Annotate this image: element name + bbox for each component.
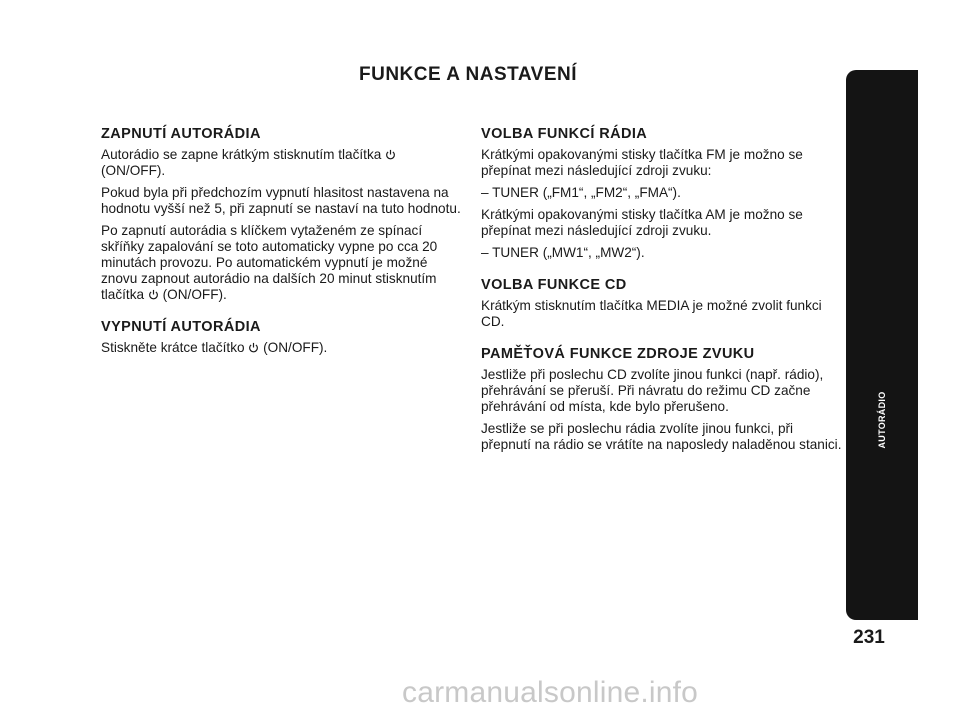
power-icon	[248, 342, 259, 353]
section-heading-zapnuti: ZAPNUTÍ AUTORÁDIA	[101, 126, 261, 142]
paragraph-zapnuti-2: Pokud byla při předchozím vypnutí hlasitost nastavena na hodnotu vyšší než 5, při zapnutí se nastaví na tuto hodnotu.	[101, 185, 461, 216]
paragraph-zapnuti-3	[101, 223, 461, 303]
paragraph-text: Autorádio se zapne krátkým stisknutím tlačítka	[101, 147, 382, 162]
paragraph-text: (ON/OFF).	[263, 340, 328, 355]
power-icon	[148, 289, 159, 300]
section-heading-volba-cd: VOLBA FUNKCE CD	[481, 277, 627, 293]
paragraph-pametova-2: Jestliže se při poslechu rádia zvolíte jinou funkci, při přepnutí na rádio se vrátíte na naposledy naladěnou stanici.	[481, 421, 842, 452]
left-column	[101, 126, 461, 362]
page-number: 231	[853, 627, 885, 648]
section-heading-volba-radia: VOLBA FUNKCÍ RÁDIA	[481, 126, 648, 142]
right-column	[481, 126, 846, 459]
power-icon	[385, 149, 396, 160]
paragraph-radia-3: Krátkými opakovanými stisky tlačítka AM je možno se přepínat mezi následující zdroji zvuku.	[481, 207, 803, 238]
paragraph-text: (ON/OFF).	[162, 287, 227, 302]
paragraph-radia-4: – TUNER („MW1“, „MW2“).	[481, 245, 645, 260]
paragraph-zapnuti-1	[101, 147, 461, 179]
watermark: carmanualsonline.info	[402, 676, 699, 709]
paragraph-text: (ON/OFF).	[101, 163, 166, 178]
page-title: FUNKCE A NASTAVENÍ	[359, 64, 577, 85]
paragraph-pametova-1: Jestliže při poslechu CD zvolíte jinou funkci (např. rádio), přehrávání se přeruší. Při návratu do režimu CD začne přehrávání od místa, kde bylo přerušeno.	[481, 367, 824, 414]
paragraph-text: Po zapnutí autorádia s klíčkem vytaženém ze spínací skříňky zapalování se toto automaticky vypne po cca 20 minutách provozu. Po automatickém vypnutí je možné znovu zapnout autorádio na dalších 20 minut stisknutím tlačítka	[101, 223, 438, 302]
side-tab-label: AUTORÁDIO	[877, 391, 887, 449]
paragraph-radia-1: Krátkými opakovanými stisky tlačítka FM je možno se přepínat mezi následující zdroji zvuku:	[481, 147, 803, 178]
paragraph-radia-2: – TUNER („FM1“, „FM2“, „FMA“).	[481, 185, 681, 200]
section-heading-pametova: PAMĚŤOVÁ FUNKCE ZDROJE ZVUKU	[481, 346, 755, 362]
section-heading-vypnuti: VYPNUTÍ AUTORÁDIA	[101, 319, 261, 335]
paragraph-vypnuti-1	[101, 340, 461, 356]
section-side-tab	[846, 70, 918, 620]
paragraph-text: Stiskněte krátce tlačítko	[101, 340, 245, 355]
paragraph-cd-1: Krátkým stisknutím tlačítka MEDIA je možné zvolit funkci CD.	[481, 298, 822, 329]
